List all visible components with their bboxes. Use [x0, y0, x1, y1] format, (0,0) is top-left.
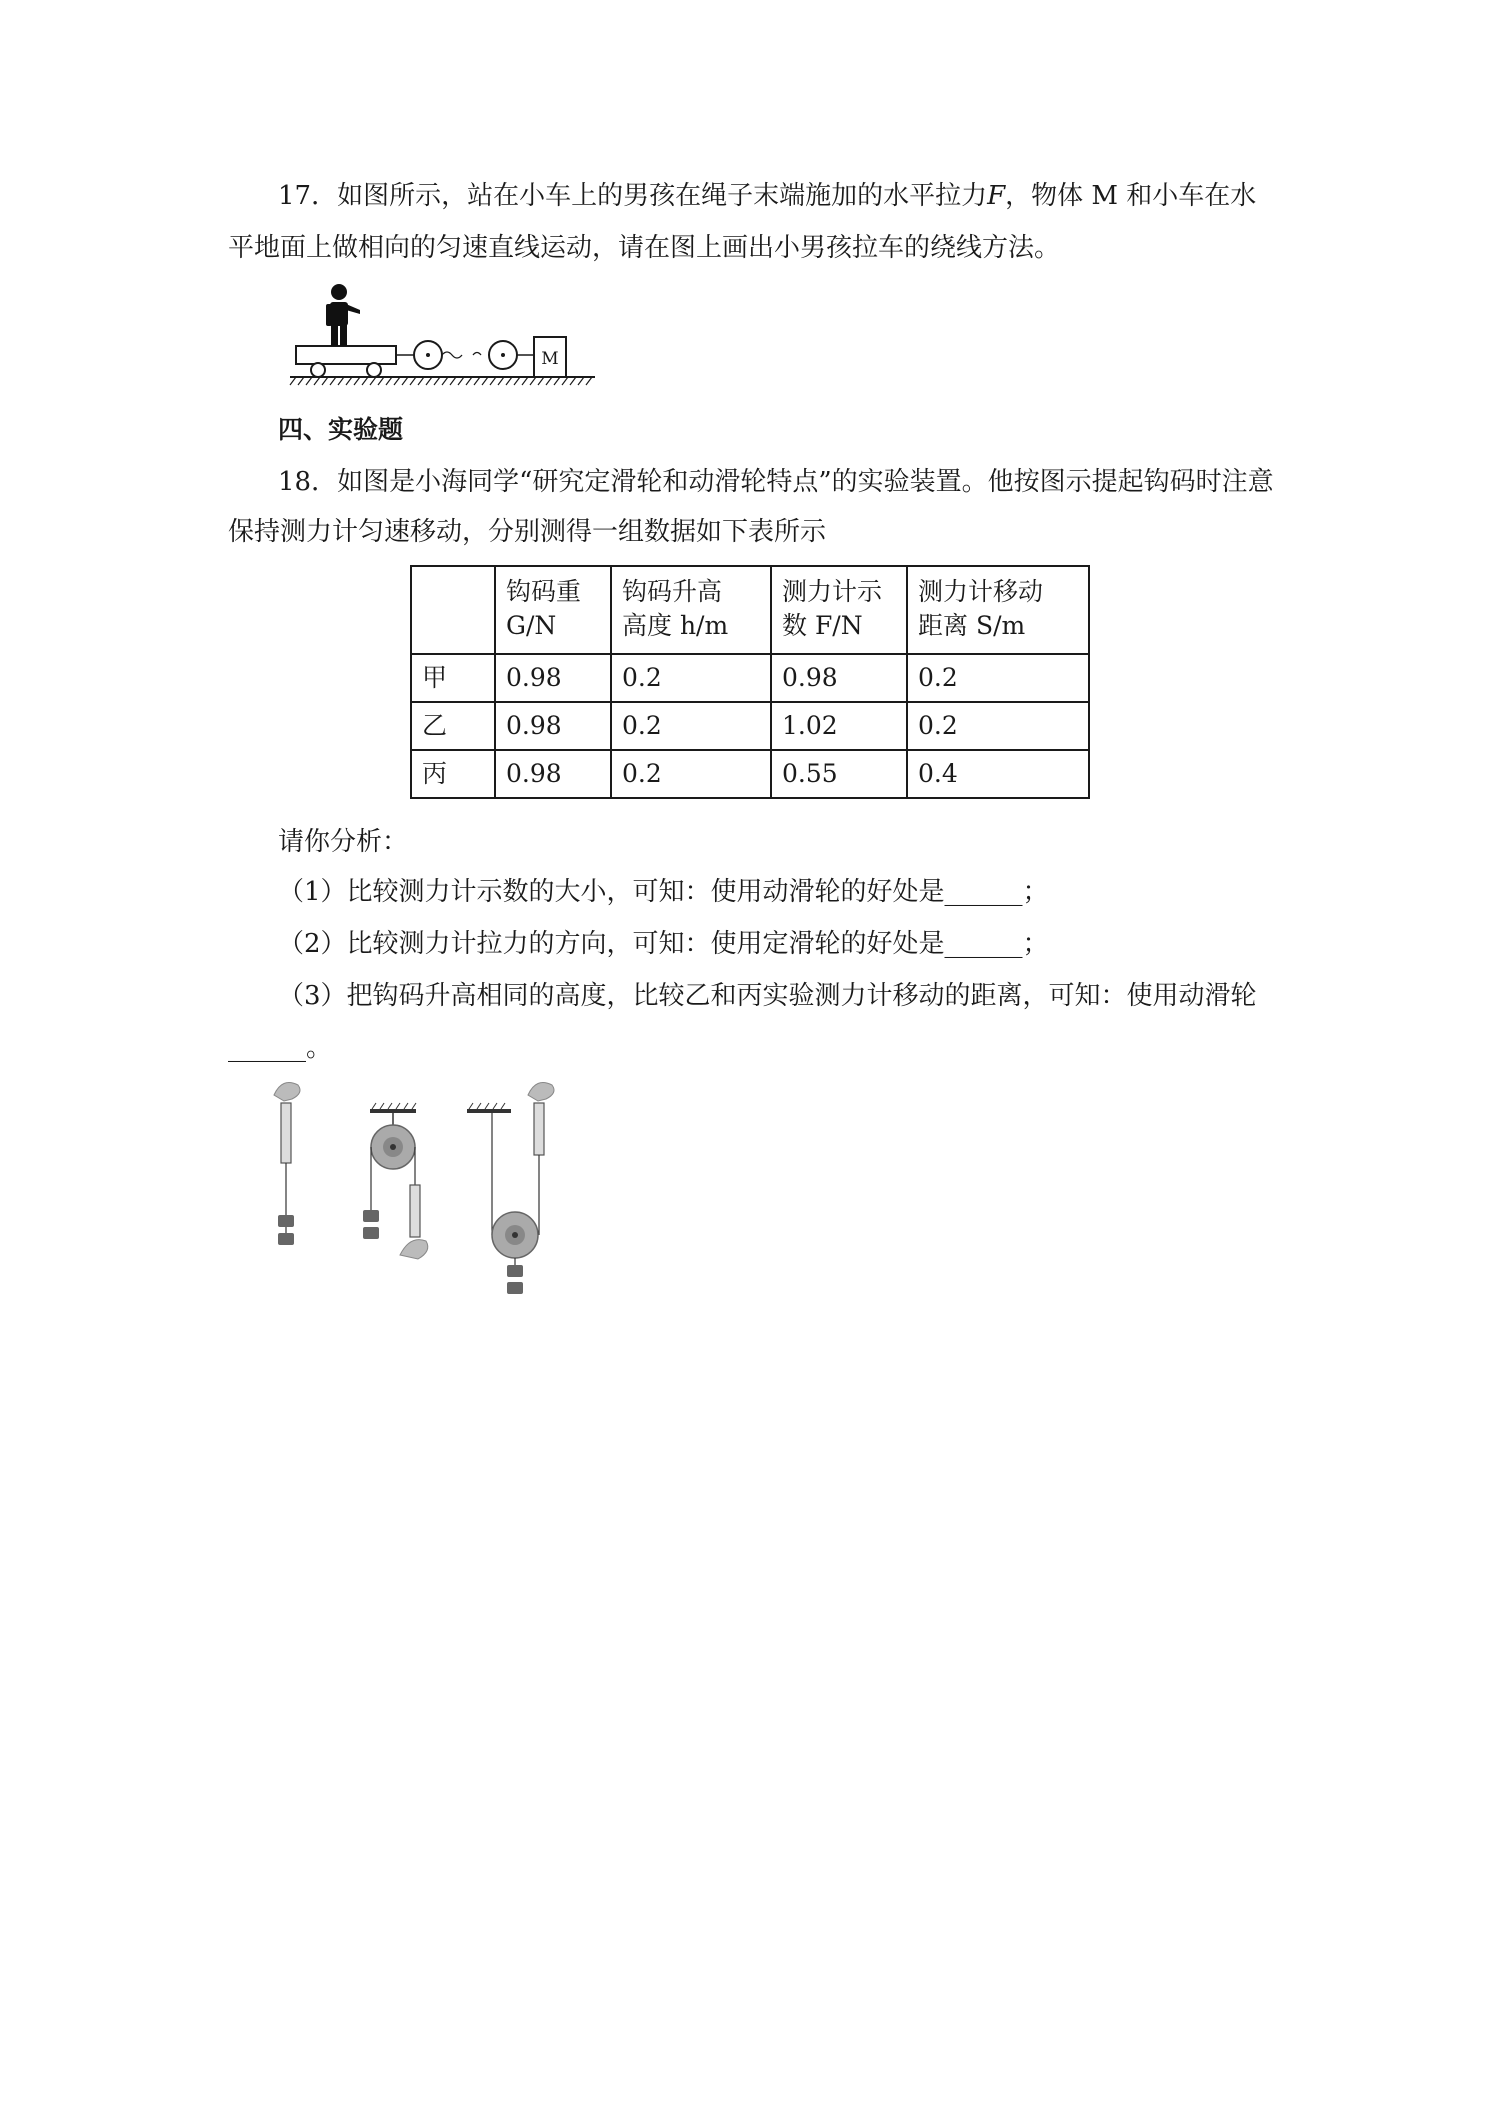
force-symbol: F [987, 181, 1006, 211]
table-row [411, 654, 1089, 702]
table-cell: 0.55 [771, 750, 907, 798]
sub-question-2: （2）比较测力计拉力的方向，可知：使用定滑轮的好处是______； [278, 929, 1049, 959]
q18-line-2: 保持测力计匀速移动，分别测得一组数据如下表所示 [228, 517, 827, 547]
table-cell: 0.98 [495, 654, 611, 702]
section-title: 四、实验题 [278, 415, 404, 444]
table-header-cell: 测力计移动 距离 S/m [907, 566, 1089, 654]
table-cell: 0.98 [771, 654, 907, 702]
setup-yi [363, 1103, 428, 1259]
table-cell: 0.4 [907, 750, 1089, 798]
sub-question-3-line-1: （3）把钩码升高相同的高度，比较乙和丙实验测力计移动的距离，可知：使用动滑轮 [278, 981, 1257, 1011]
block-m-label: M [541, 349, 559, 369]
table-cell: 0.2 [611, 750, 771, 798]
q17-cart-pulley-figure [290, 280, 600, 395]
table-cell: 1.02 [771, 702, 907, 750]
table-cell: 甲 [411, 654, 495, 702]
table-cell: 0.98 [495, 702, 611, 750]
table-header-row [411, 566, 1089, 654]
table-cell: 丙 [411, 750, 495, 798]
table-cell: 0.2 [907, 654, 1089, 702]
q18-pulley-setups-figure [262, 1075, 592, 1305]
table-cell: 0.2 [611, 654, 771, 702]
sub-question-3-line-2: ______。 [228, 1033, 333, 1063]
table-header-cell: 钩码重 G/N [495, 566, 611, 654]
setup-bing [467, 1083, 554, 1294]
q17-line-2: 平地面上做相向的匀速直线运动，请在图上画出小男孩拉车的绕线方法。 [228, 233, 1061, 263]
q18-line-1: 18．如图是小海同学“研究定滑轮和动滑轮特点”的实验装置。他按图示提起钩码时注意 [278, 467, 1274, 497]
experiment-data-table [410, 565, 1090, 799]
table-header-cell [411, 566, 495, 654]
table-cell: 0.98 [495, 750, 611, 798]
sub-question-1: （1）比较测力计示数的大小，可知：使用动滑轮的好处是______； [278, 877, 1049, 907]
table-cell: 乙 [411, 702, 495, 750]
table-header-cell: 测力计示 数 F/N [771, 566, 907, 654]
boy-silhouette [326, 284, 360, 346]
table-row [411, 702, 1089, 750]
table-cell: 0.2 [611, 702, 771, 750]
table-cell: 0.2 [907, 702, 1089, 750]
analysis-intro: 请你分析： [278, 827, 409, 857]
table-header-cell: 钩码升高 高度 h/m [611, 566, 771, 654]
q17-line-1: 17．如图所示，站在小车上的男孩在绳子末端施加的水平拉力F，物体 M 和小车在水 [278, 181, 1257, 211]
table-row [411, 750, 1089, 798]
setup-jia [274, 1083, 300, 1245]
